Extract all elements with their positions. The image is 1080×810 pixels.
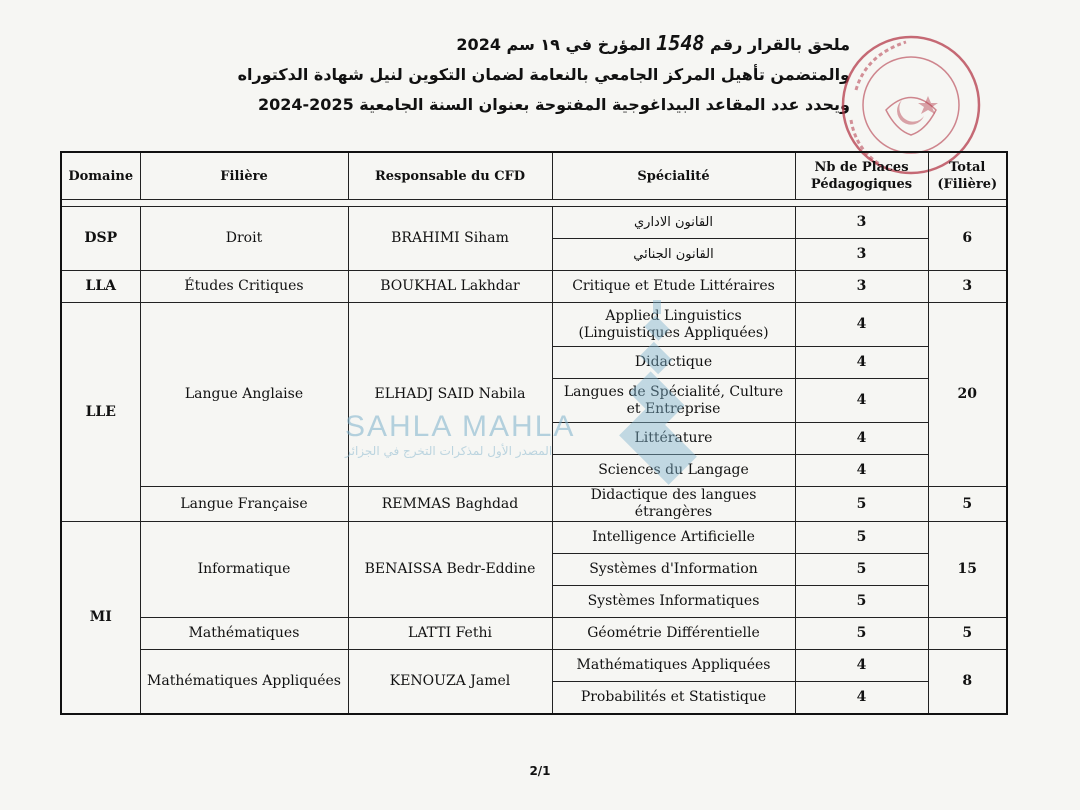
filiere-cell: Mathématiques	[140, 618, 348, 650]
doctoral-places-table	[60, 151, 1008, 715]
domaine-cell: LLE	[61, 303, 140, 522]
table-row	[61, 618, 1007, 650]
col-filiere: Filière	[140, 152, 348, 200]
places-cell: 4	[795, 347, 928, 379]
domaine-cell: LLA	[61, 271, 140, 303]
table-row	[61, 522, 1007, 554]
watermark-title: SAHLA MAHLA	[345, 410, 576, 443]
specialite-cell: Sciences du Langage	[552, 455, 795, 487]
filiere-cell: Informatique	[140, 522, 348, 618]
total-cell: 5	[928, 618, 1007, 650]
places-cell: 4	[795, 303, 928, 347]
places-cell: 5	[795, 522, 928, 554]
col-total: Total (Filière)	[928, 152, 1007, 200]
places-cell: 5	[795, 586, 928, 618]
col-places: Nb de Places Pédagogiques	[795, 152, 928, 200]
specialite-cell: القانون الاداري	[552, 207, 795, 239]
table-row	[61, 487, 1007, 522]
specialite-cell: Langues de Spécialité, Culture et Entreprise	[552, 379, 795, 423]
table-spacer	[61, 200, 1007, 207]
header-line-2: والمتضمن تأهيل المركز الجامعي بالنعامة لضمان التكوين لنيل شهادة الدكتوراه	[237, 65, 850, 84]
responsable-cell: REMMAS Baghdad	[348, 487, 552, 522]
header-line1-a: ملحق بالقرار رقم	[710, 35, 850, 54]
header-line-1	[210, 28, 850, 60]
specialite-cell: Applied Linguistics (Linguistiques Appliquées)	[552, 303, 795, 347]
places-cell: 3	[795, 239, 928, 271]
watermark-subtitle: المصدر الأول لمذكرات التخرج في الجزائر	[345, 444, 553, 458]
responsable-cell: KENOUZA Jamel	[348, 650, 552, 715]
table-row	[61, 207, 1007, 239]
specialite-cell: Intelligence Artificielle	[552, 522, 795, 554]
col-specialite: Spécialité	[552, 152, 795, 200]
specialite-cell: Mathématiques Appliquées	[552, 650, 795, 682]
places-cell: 4	[795, 379, 928, 423]
responsable-cell: BRAHIMI Siham	[348, 207, 552, 271]
responsable-cell: LATTI Fethi	[348, 618, 552, 650]
places-cell: 3	[795, 271, 928, 303]
table-row	[61, 650, 1007, 682]
table-row	[61, 271, 1007, 303]
domaine-cell: DSP	[61, 207, 140, 271]
responsable-cell: BOUKHAL Lakhdar	[348, 271, 552, 303]
total-cell: 15	[928, 522, 1007, 618]
places-cell: 5	[795, 487, 928, 522]
total-cell: 20	[928, 303, 1007, 487]
total-cell: 3	[928, 271, 1007, 303]
specialite-cell: القانون الجنائي	[552, 239, 795, 271]
places-cell: 3	[795, 207, 928, 239]
total-cell: 6	[928, 207, 1007, 271]
responsable-cell: ELHADJ SAID Nabila	[348, 303, 552, 487]
places-cell: 4	[795, 650, 928, 682]
places-cell: 4	[795, 423, 928, 455]
page-number: 2/1	[529, 764, 551, 778]
specialite-cell: Littérature	[552, 423, 795, 455]
filiere-cell: Mathématiques Appliquées	[140, 650, 348, 715]
filiere-cell: Droit	[140, 207, 348, 271]
specialite-cell: Critique et Etude Littéraires	[552, 271, 795, 303]
decision-number: 1548	[656, 31, 705, 55]
places-cell: 5	[795, 554, 928, 586]
specialite-cell: Didactique	[552, 347, 795, 379]
specialite-cell: Didactique des langues étrangères	[552, 487, 795, 522]
decision-date: ١٩ سم 2024	[456, 35, 560, 54]
header-line-3: ويحدد عدد المقاعد البيداغوجية المفتوحة بعنوان السنة الجامعية 2025-2024	[258, 95, 850, 114]
table-header-row	[61, 152, 1007, 200]
places-cell: 4	[795, 682, 928, 715]
filiere-cell: Langue Anglaise	[140, 303, 348, 487]
domaine-cell: MI	[61, 522, 140, 715]
specialite-cell: Systèmes Informatiques	[552, 586, 795, 618]
total-cell: 5	[928, 487, 1007, 522]
table-row	[61, 303, 1007, 347]
document-header	[210, 28, 850, 120]
header-line1-b: المؤرخ في	[565, 35, 651, 54]
responsable-cell: BENAISSA Bedr-Eddine	[348, 522, 552, 618]
places-cell: 5	[795, 618, 928, 650]
col-responsable: Responsable du CFD	[348, 152, 552, 200]
filiere-cell: Langue Française	[140, 487, 348, 522]
total-cell: 8	[928, 650, 1007, 715]
specialite-cell: Géométrie Différentielle	[552, 618, 795, 650]
filiere-cell: Études Critiques	[140, 271, 348, 303]
places-cell: 4	[795, 455, 928, 487]
specialite-cell: Systèmes d'Information	[552, 554, 795, 586]
col-domaine: Domaine	[61, 152, 140, 200]
specialite-cell: Probabilités et Statistique	[552, 682, 795, 715]
